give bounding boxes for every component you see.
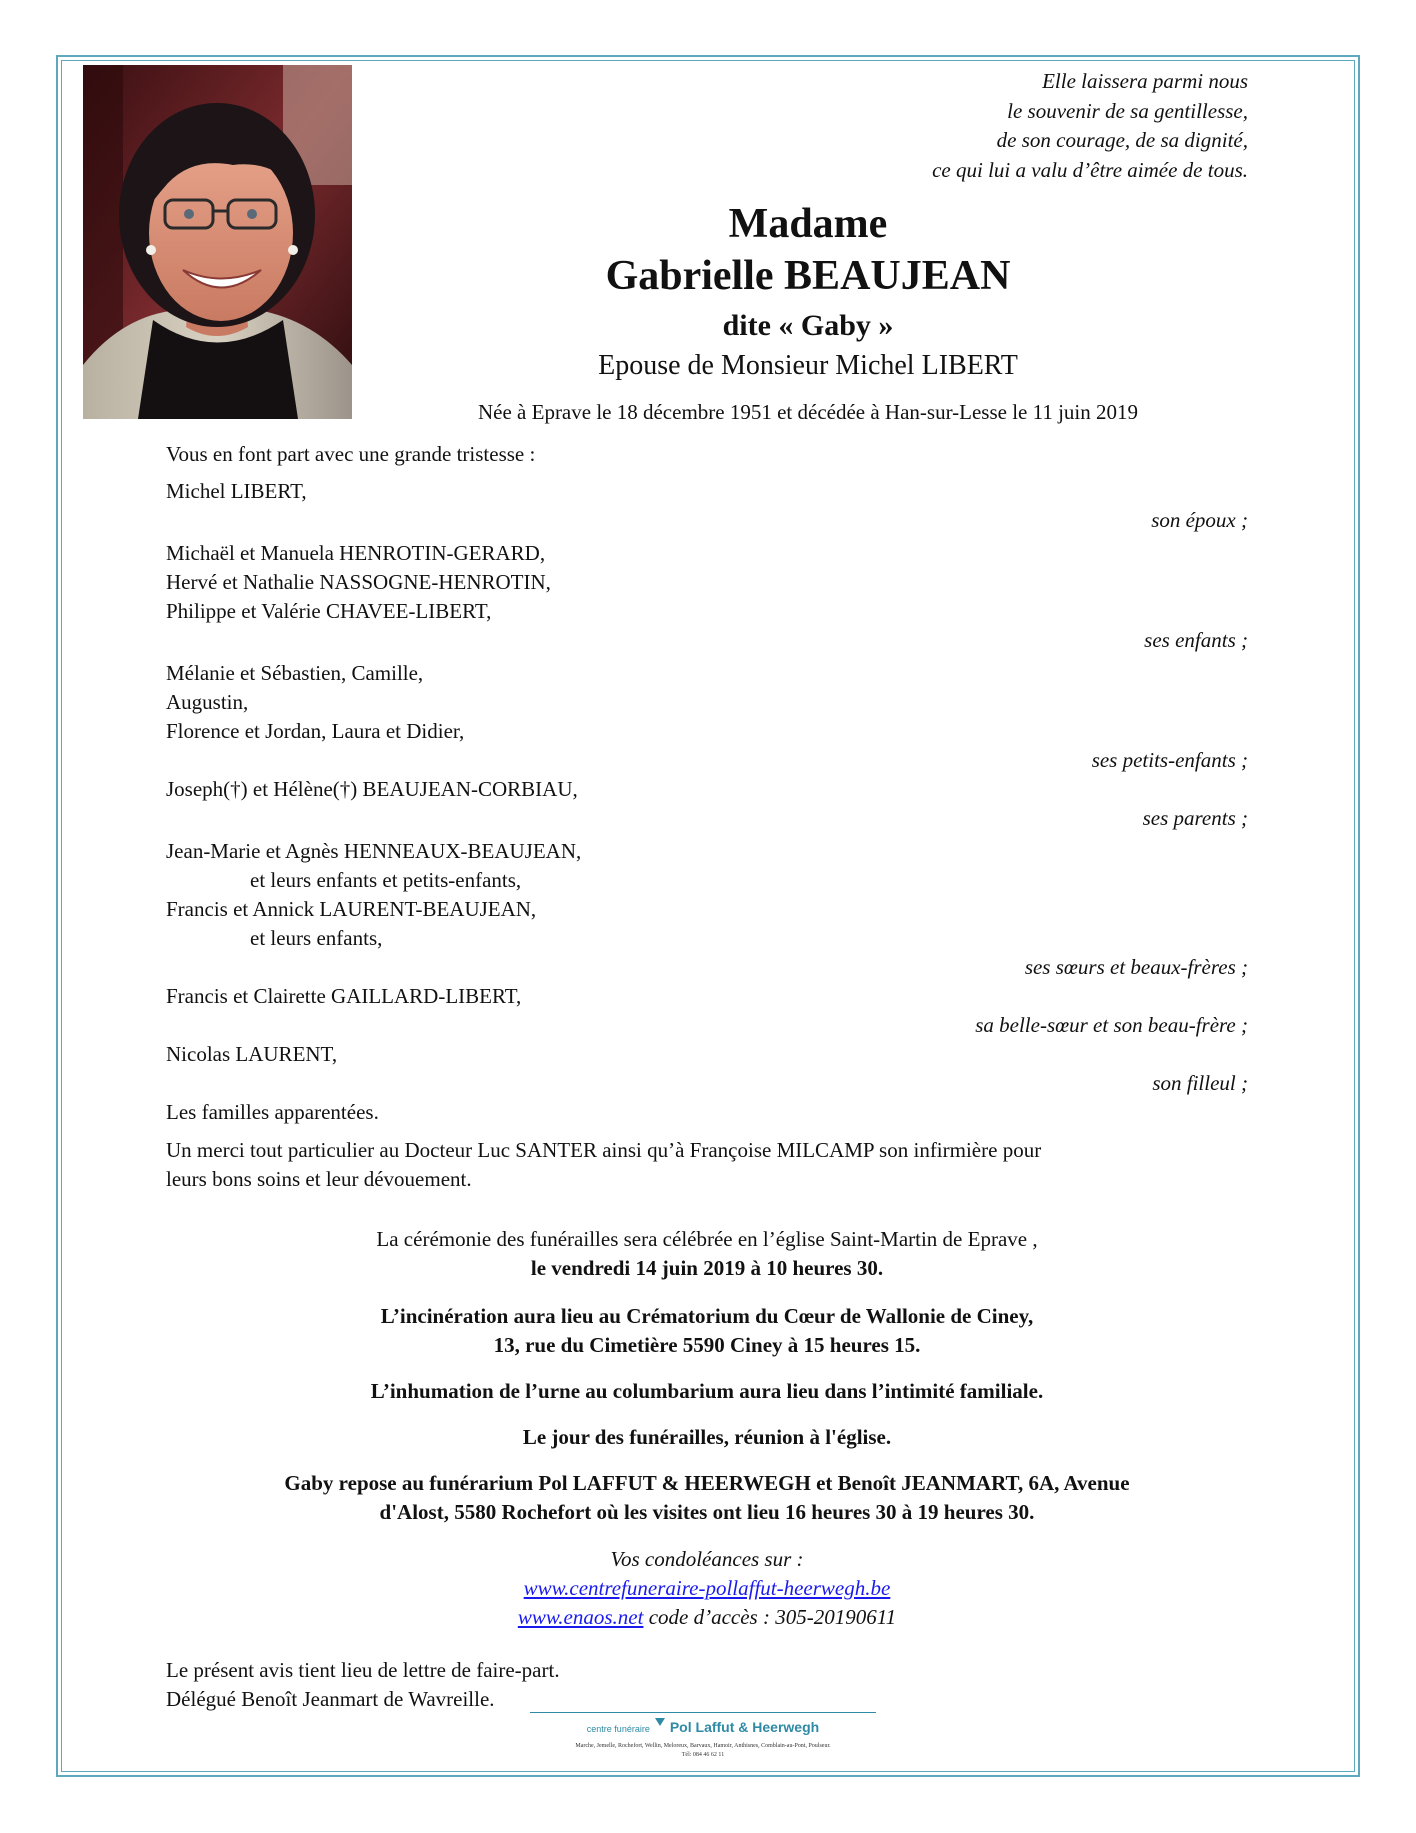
condolences-label: Vos condoléances sur : — [610, 1547, 804, 1571]
family-name: Hervé et Nathalie NASSOGNE-HENROTIN, — [166, 570, 551, 594]
birth-death-line: Née à Eprave le 18 décembre 1951 et décédée à Han-sur-Lesse le 11 juin 2019 — [477, 400, 1138, 424]
repose-line: d'Alost, 5580 Rochefort où les visites ont lieu 16 heures 30 à 19 heures 30. — [379, 1500, 1035, 1524]
relation-label: sa belle-sœur et son beau-frère ; — [975, 1013, 1248, 1037]
poem-line: ce qui lui a valu d’être aimée de tous. — [932, 157, 1248, 182]
logo-towns: Marche, Jemelle, Rochefort, Wellin, Meloreux, Barvaux, Hamoir, Anthisnes, Comblain-au-Pont, Poulseur. — [575, 1743, 831, 1749]
access-code: code d’accès : 305-20190611 — [643, 1605, 897, 1629]
logo-mark-icon — [655, 1718, 665, 1726]
family-name: Philippe et Valérie CHAVEE-LIBERT, — [166, 599, 492, 623]
family-name: Mélanie et Sébastien, Camille, — [166, 661, 424, 685]
family-name: et leurs enfants, — [250, 926, 383, 950]
intro-line: Vous en font part avec une grande tristesse : — [166, 442, 536, 466]
delegate-line: Délégué Benoît Jeanmart de Wavreille. — [166, 1687, 495, 1711]
logo-content — [530, 1718, 876, 1772]
family-name: Francis et Clairette GAILLARD-LIBERT, — [166, 984, 522, 1008]
relation-label: son époux ; — [1151, 508, 1248, 532]
relation-label: ses enfants ; — [1144, 628, 1248, 652]
family-name: Francis et Annick LAURENT-BEAUJEAN, — [166, 897, 537, 921]
family-section — [166, 440, 1248, 1194]
poem-line: de son courage, de sa dignité, — [996, 128, 1248, 152]
funeral-website-link[interactable]: www.centrefuneraire-pollaffut-heerwegh.be — [523, 1576, 891, 1600]
thanks-line: leurs bons soins et leur dévouement. — [166, 1167, 472, 1191]
family-name: et leurs enfants et petits-enfants, — [250, 868, 522, 892]
relation-label: ses sœurs et beaux-frères ; — [1024, 955, 1248, 979]
title-madame: Madame — [728, 201, 888, 247]
logo-prefix: centre funéraire — [586, 1724, 650, 1734]
family-name: Nicolas LAURENT, — [166, 1042, 338, 1066]
inhumation-line: L’inhumation de l’urne au columbarium aura lieu dans l’intimité familiale. — [370, 1379, 1044, 1403]
family-name: Jean-Marie et Agnès HENNEAUX-BEAUJEAN, — [166, 839, 582, 863]
reunion-line: Le jour des funérailles, réunion à l'église. — [522, 1425, 892, 1449]
family-name: Michel LIBERT, — [166, 479, 307, 503]
portrait-photo — [83, 65, 352, 419]
nickname: dite « Gaby » — [722, 309, 894, 342]
family-name: Augustin, — [166, 690, 249, 714]
poem-block — [700, 67, 1248, 185]
incineration-line: L’incinération aura lieu au Crématorium du Cœur de Wallonie de Ciney, — [380, 1304, 1034, 1328]
deceased-name: Gabrielle BEAUJEAN — [605, 253, 1011, 299]
families-related: Les familles apparentées. — [166, 1100, 379, 1124]
enaos-link[interactable]: www.enaos.net — [517, 1605, 644, 1629]
poem-line: le souvenir de sa gentillesse, — [1007, 98, 1248, 123]
ceremony-line: La cérémonie des funérailles sera célébrée en l’église Saint-Martin de Eprave , — [376, 1227, 1038, 1251]
spouse-line: Epouse de Monsieur Michel LIBERT — [598, 350, 1018, 381]
relation-label: ses petits-enfants ; — [1091, 748, 1248, 772]
relation-label: son filleul ; — [1152, 1071, 1248, 1095]
incineration-address: 13, rue du Cimetière 5590 Ciney à 15 heures 15. — [493, 1333, 921, 1357]
logo-brand: Pol Laffut & Heerwegh — [669, 1719, 820, 1735]
notice-line: Le présent avis tient lieu de lettre de faire-part. — [166, 1658, 560, 1682]
family-name: Joseph(†) et Hélène(†) BEAUJEAN-CORBIAU, — [166, 777, 578, 801]
logo-phone: Tél: 084 46 62 11 — [681, 1752, 725, 1758]
thanks-line: Un merci tout particulier au Docteur Luc SANTER ainsi qu’à Françoise MILCAMP son infirmière pour — [166, 1138, 1042, 1162]
relation-label: ses parents ; — [1142, 806, 1248, 830]
family-name: Florence et Jordan, Laura et Didier, — [166, 719, 465, 743]
ceremony-date: le vendredi 14 juin 2019 à 10 heures 30. — [530, 1256, 884, 1280]
repose-line: Gaby repose au funérarium Pol LAFFUT & HEERWEGH et Benoît JEANMART, 6A, Avenue — [284, 1471, 1130, 1495]
poem-line: Elle laissera parmi nous — [1042, 69, 1248, 93]
family-name: Michaël et Manuela HENROTIN-GERARD, — [166, 541, 546, 565]
